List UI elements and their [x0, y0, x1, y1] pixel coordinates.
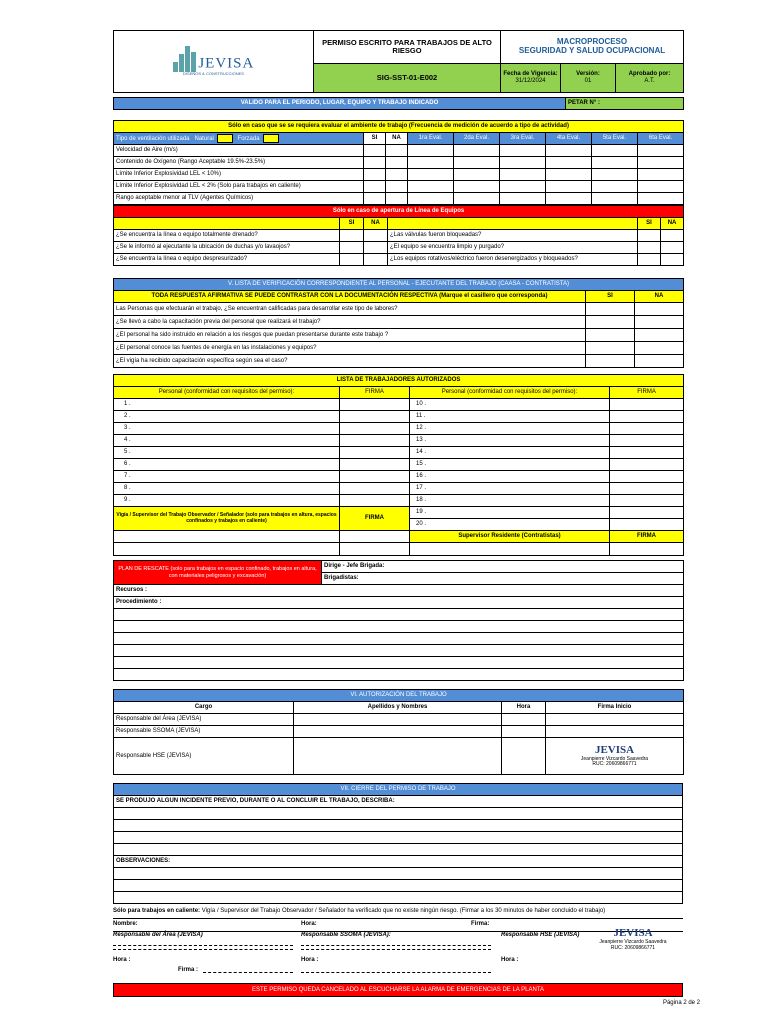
firma-area-field[interactable]: Firma :	[178, 967, 199, 973]
resp-area-label: Responsable del Área (JEVISA)	[113, 932, 203, 938]
linea-row: ¿Se le informó al ejecutante la ubicación de duchas y/o lavaojos? ¿El equipo se encuentra limpio y purgado?	[114, 242, 684, 254]
supervisor-firma: FIRMA	[610, 531, 684, 543]
ambiente-row: Contenido de Oxígeno (Rango Aceptable 19.5%-23.5%)	[114, 157, 684, 169]
linea-title: Sólo en caso de apertura de Línea de Equipos	[114, 206, 684, 218]
brigadistas-field[interactable]: Brigadistas:	[322, 573, 684, 585]
ambiente-row: Límite Inferior Explosividad LEL < 10%)	[114, 169, 684, 181]
cierre-table	[113, 783, 683, 904]
procedimiento-field[interactable]: Procedimiento :	[114, 597, 684, 609]
col-eval1: 1ra Eval.	[408, 133, 454, 145]
col-firma-left: FIRMA	[340, 387, 410, 399]
validity-bar	[113, 97, 684, 110]
alarm-text: ESTE PERMISO QUEDA CANCELADO AL ESCUCHARSE LA ALARMA DE EMERGENCIAS DE LA PLANTA	[114, 984, 683, 997]
col-eval3: 3ra Eval.	[500, 133, 546, 145]
alarm-banner	[113, 983, 683, 997]
logo-text: JEVISA	[198, 55, 255, 72]
validity-text: VALIDO PARA EL PERIODO, LUGAR, EQUIPO Y TRABAJO INDICADO	[114, 98, 566, 110]
cierre-title: VII. CIERRE DEL PERMISO DE TRABAJO	[114, 784, 683, 796]
firma-field[interactable]: Firma:	[471, 921, 490, 927]
resp-ssoma-label: Responsable SSOMA (JEVISA):	[301, 932, 391, 938]
dirige-field[interactable]: Dirige - Jefe Brigada:	[322, 561, 684, 573]
col-firma-inicio: Firma Inicio	[546, 702, 684, 714]
resp-hse-label: Responsable HSE (JEVISA)	[501, 932, 580, 938]
ambiente-row: Velocidad de Aire (m/s)	[114, 145, 684, 157]
linea-row: ¿Se encuentra la línea o equipo despresurizado? ¿Los equipos rotativos/eléctrico fueron desenergizados y bloqueados?	[114, 254, 684, 266]
vigia-row: Vigía / Supervisor del Trabajo Observador / Señalador (solo para trabajos en altura, espacios confinados y trabajos en caliente) FIRMA 19 .	[114, 507, 684, 519]
trabajadores-title: LISTA DE TRABAJADORES AUTORIZADOS	[114, 375, 684, 387]
ambiente-title: Sólo en caso que se se requiera evaluar el ambiente de trabajo (Frecuencia de medición de acuerdo a tipo de actividad)	[114, 121, 684, 133]
vigia-name-field[interactable]	[114, 531, 340, 543]
autorizacion-title: VI. AUTORIZACIÓN DEL TRABAJO	[114, 690, 684, 702]
col-na: NA	[386, 133, 408, 145]
supervisor-label: Supervisor Residente (Contratistas)	[410, 531, 610, 543]
verif-col-na: NA	[635, 291, 684, 303]
worker-row: 9 . 18 .	[114, 495, 684, 507]
hora-field[interactable]: Hora:	[301, 921, 317, 927]
worker-row: 20 .	[114, 519, 684, 531]
ambiente-table	[113, 120, 684, 205]
verificacion-title: V. LISTA DE VERIFICACIÓN CORRESPONDIENTE AL PERSONAL - EJECUTANTE DEL TRABAJO (CAASA - CONTRATISTA)	[114, 279, 684, 291]
col-eval5: 5ta Eval.	[592, 133, 638, 145]
worker-row: 6 . 15 .	[114, 459, 684, 471]
col-si: SI	[364, 133, 386, 145]
worker-row: 1 . 10 .	[114, 399, 684, 411]
worker-row: 2 . 11 .	[114, 411, 684, 423]
rescate-table	[113, 560, 684, 681]
vigia-firma: FIRMA	[340, 507, 410, 531]
col-eval6: 6ta Eval.	[638, 133, 684, 145]
linea-na-left: NA	[364, 218, 388, 230]
trabajadores-table	[113, 374, 684, 556]
linea-si-left: SI	[340, 218, 364, 230]
verif-row: Las Personas que efectuarán el trabajo, ¿Se encuentran calificadas para desarrollar este tipo de labores?	[114, 303, 684, 316]
ambiente-row: Límite Inferior Explosividad LEL < 2% (Solo para trabajos en caliente)	[114, 181, 684, 193]
recursos-field[interactable]: Recursos :	[114, 585, 684, 597]
fecha-cell: Fecha de Vigencia: 31/12/2024	[501, 64, 561, 93]
col-hora: Hora	[502, 702, 546, 714]
col-apellidos: Apellidos y Nombres	[294, 702, 502, 714]
forzada-checkbox[interactable]	[263, 134, 279, 143]
verif-col-si: SI	[586, 291, 635, 303]
worker-row: 7 . 16 .	[114, 471, 684, 483]
verif-row: ¿El personal conoce las fuentes de energía en las instalaciones y equipos?	[114, 342, 684, 355]
col-eval4: 4ta Eval.	[546, 133, 592, 145]
permit-form	[113, 30, 683, 997]
closing-signatures	[113, 918, 683, 979]
verificacion-subtitle: TODA RESPUESTA AFIRMATIVA SE PUEDE CONTRASTAR CON LA DOCUMENTACIÓN RESPECTIVA (Marque el casillero que corresponda)	[114, 291, 586, 303]
logo-subtitle: DISEÑOS & CONSTRUCCIONES	[183, 71, 244, 77]
macroprocess: MACROPROCESO SEGURIDAD Y SALUD OCUPACIONAL	[501, 31, 684, 64]
verif-row: ¿El vigía ha recibido capacitación específica según sea el caso?	[114, 355, 684, 368]
verif-row: ¿Se llevó a cabo la capacitación previa del personal que realizará el trabajo?	[114, 316, 684, 329]
col-personal-left: Personal (conformidad con requisitos del permiso):	[114, 387, 340, 399]
building-icon	[173, 64, 199, 70]
vigia-label: Vigía / Supervisor del Trabajo Observador / Señalador (solo para trabajos en altura, espacios confinados y trabajos en caliente)	[114, 507, 340, 531]
incidente-question: SE PRODUJO ALGUN INCIDENTE PREVIO, DURANTE O AL CONCLUIR EL TRABAJO, DESCRIBA:	[114, 796, 683, 808]
col-eval2: 2da Eval.	[454, 133, 500, 145]
worker-row: 3 . 12 .	[114, 423, 684, 435]
logo	[114, 31, 314, 93]
ambiente-row: Rango aceptable menor al TLV (Agentes Químicos)	[114, 193, 684, 205]
hora-ssoma-field[interactable]: Hora :	[301, 957, 319, 963]
aprobado-cell: Aprobado por: A.T.	[616, 64, 684, 93]
worker-row: 8 . 17 .	[114, 483, 684, 495]
verif-row: ¿El personal ha sido instruido en relación a los riesgos que puedan presentarse durante este trabajo ?	[114, 329, 684, 342]
closing-signature-stamp: JEVISA Jeanpierre Vizcardo Saavedra RUC: 20609866771	[599, 927, 667, 951]
ventilacion-row: Tipo de ventilación utilizada Natural Forzada	[114, 133, 364, 145]
observaciones-label: OBSERVACIONES:	[114, 856, 683, 868]
form-code: SIG-SST-01-E002	[314, 64, 501, 93]
worker-row: 5 . 14 .	[114, 447, 684, 459]
header-table	[113, 30, 684, 93]
autorizacion-row: Responsable HSE (JEVISA) JEVISA Jeanpierre Vizcardo Saavedra RUC: 20609866771	[114, 738, 684, 775]
col-firma-right: FIRMA	[610, 387, 684, 399]
hora-hse-field[interactable]: Hora :	[501, 957, 519, 963]
version-cell: Versión: 01	[561, 64, 616, 93]
natural-checkbox[interactable]	[217, 134, 233, 143]
form-title: PERMISO ESCRITO PARA TRABAJOS DE ALTO RIESGO	[314, 31, 501, 64]
linea-si-right: SI	[638, 218, 661, 230]
signature-stamp: JEVISA Jeanpierre Vizcardo Saavedra RUC: 20609866771	[546, 738, 684, 775]
caliente-note: Sólo para trabajos en caliente: Vigía / Supervisor del Trabajo Observador / Señalador ha verificado que no existe ningún riesgo. (Firmar a los 30 minutos de haber concluido el trabajo)	[113, 908, 606, 914]
col-personal-right: Personal (conformidad con requisitos del permiso):	[410, 387, 610, 399]
autorizacion-row: Responsable SSOMA (JEVISA)	[114, 726, 684, 738]
hora-area-field[interactable]: Hora :	[113, 957, 131, 963]
linea-na-right: NA	[661, 218, 684, 230]
verificacion-table	[113, 278, 684, 368]
autorizacion-table	[113, 689, 684, 775]
col-cargo: Cargo	[114, 702, 294, 714]
linea-table	[113, 205, 684, 266]
petar-field[interactable]: PETAR N° :	[566, 98, 684, 110]
linea-row: ¿Se encuentra la línea o equipo totalmente drenado? ¿Las válvulas fueron bloqueadas?	[114, 230, 684, 242]
worker-row: 4 . 13 .	[114, 435, 684, 447]
nombre-field[interactable]: Nombre:	[113, 921, 138, 927]
autorizacion-row: Responsable del Área (JEVISA)	[114, 714, 684, 726]
page-number: Página 2 de 2	[662, 1000, 700, 1006]
plan-rescate: PLAN DE RESCATE (solo para trabajos en espacio confinado, trabajos en altura, con materiales peligrosos y excavación)	[114, 561, 322, 585]
